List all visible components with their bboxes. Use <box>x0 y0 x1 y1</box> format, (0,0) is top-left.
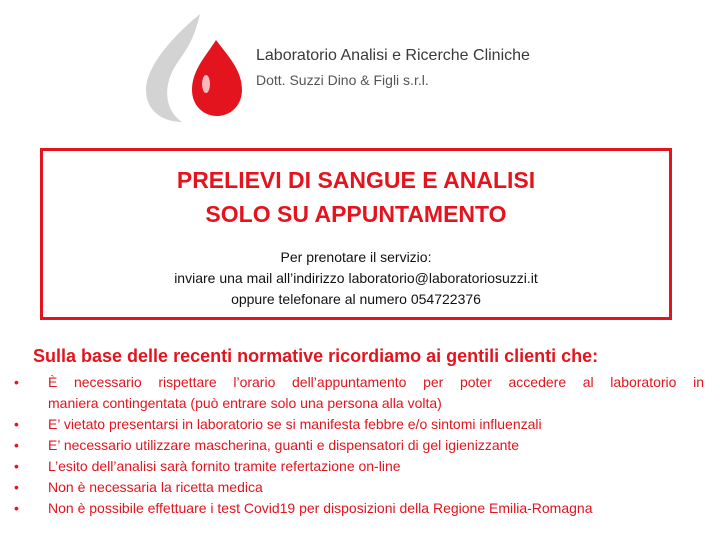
bullet: • <box>14 479 19 495</box>
rule-item-5: Non è necessaria la ricetta medica <box>48 479 263 495</box>
bullet: • <box>14 458 19 474</box>
rule-item-2: E’ vietato presentarsi in laboratorio se si manifesta febbre e/o sintomi influenzali <box>48 416 542 432</box>
list-item <box>14 435 704 456</box>
booking-phone: oppure telefonare al numero 054722376 <box>231 291 481 307</box>
rules-list <box>14 372 704 519</box>
appointment-notice-box <box>40 148 672 320</box>
company-name: Laboratorio Analisi e Ricerche Cliniche <box>256 47 530 64</box>
rules-title: Sulla base delle recenti normative ricordiamo ai gentili clienti che: <box>33 346 599 366</box>
rule-item-4: L’esito dell’analisi sarà fornito tramite refertazione on-line <box>48 458 401 474</box>
booking-intro: Per prenotare il servizio: <box>280 249 432 265</box>
rule-item-3: E’ necessario utilizzare mascherina, guanti e dispensatori di gel igienizzante <box>48 437 520 453</box>
headline-line-2: SOLO SU APPUNTAMENTO <box>205 201 507 227</box>
bullet: • <box>14 416 19 432</box>
bullet: • <box>14 500 19 516</box>
list-item <box>14 477 704 498</box>
bullet: • <box>14 437 19 453</box>
list-item <box>14 498 704 519</box>
list-item <box>14 456 704 477</box>
list-item <box>14 414 704 435</box>
rule-item-1-line-2: maniera contingentata (può entrare solo una persona alla volta) <box>48 395 442 411</box>
booking-instructions <box>43 247 669 310</box>
company-subtitle: Dott. Suzzi Dino & Figli s.r.l. <box>256 72 429 88</box>
rule-item-1-line-1: È necessario rispettare l’orario dell’appuntamento per poter accedere al laboratorio in <box>48 374 704 390</box>
headline-line-1: PRELIEVI DI SANGUE E ANALISI <box>176 167 536 193</box>
blood-drop-icon <box>142 12 254 124</box>
rule-item-6: Non è possibile effettuare i test Covid19 per disposizioni della Regione Emilia-Romagna <box>48 500 593 516</box>
booking-email: inviare una mail all’indirizzo laboratorio@laboratoriosuzzi.it <box>174 270 538 286</box>
bullet: • <box>14 374 19 390</box>
list-item <box>14 372 704 414</box>
